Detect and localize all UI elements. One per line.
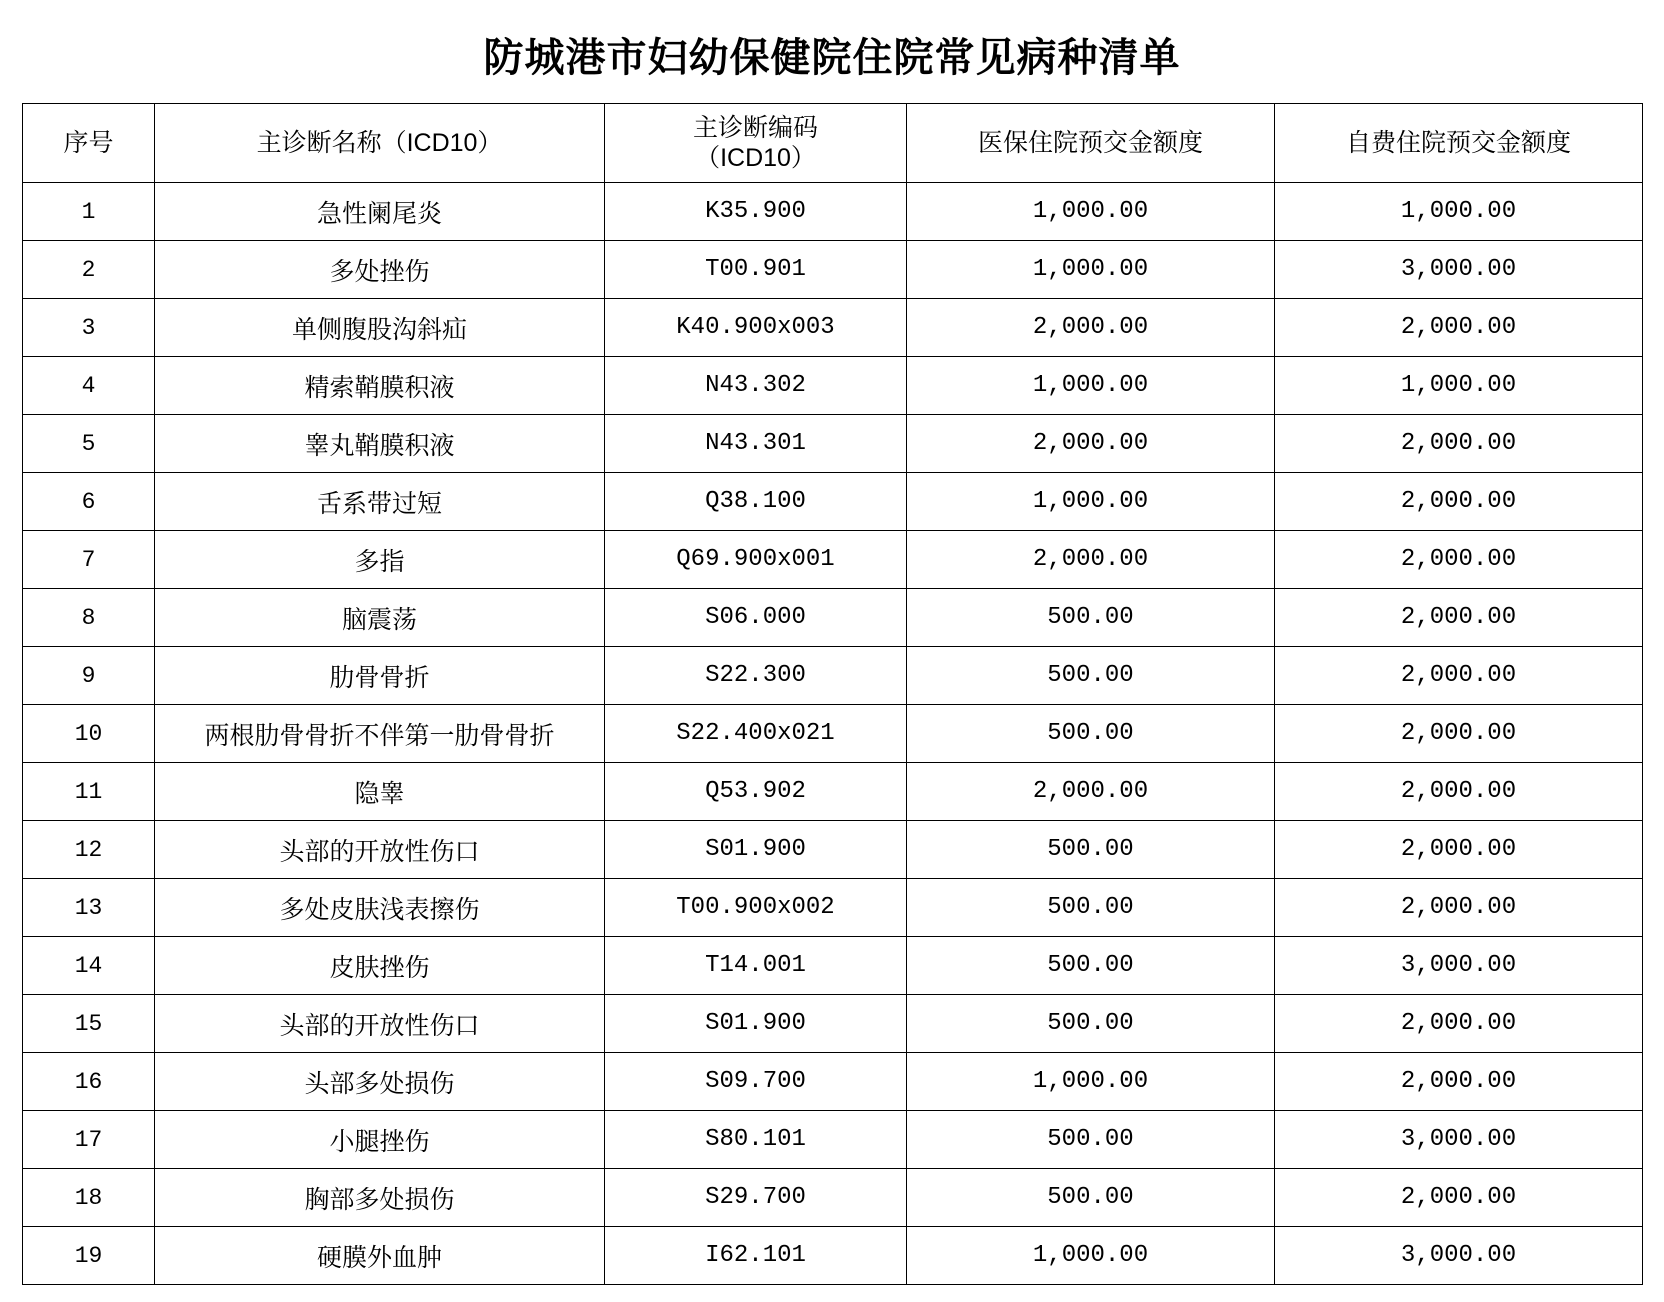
- cell-selfpay-deposit: 1,000.00: [1275, 183, 1643, 241]
- cell-diagnosis-name: 肋骨骨折: [155, 647, 605, 705]
- cell-diagnosis-name: 急性阑尾炎: [155, 183, 605, 241]
- table-container: [0, 103, 1664, 1285]
- cell-selfpay-deposit: 2,000.00: [1275, 531, 1643, 589]
- table-row: [23, 821, 1643, 879]
- cell-diagnosis-name: 小腿挫伤: [155, 1111, 605, 1169]
- column-header-diagnosis-code-line1: 主诊断编码: [692, 113, 818, 142]
- cell-diagnosis-name: 皮肤挫伤: [155, 937, 605, 995]
- cell-diagnosis-name: 隐睾: [155, 763, 605, 821]
- cell-diagnosis-code: S09.700: [605, 1053, 907, 1111]
- cell-index: 17: [23, 1111, 155, 1169]
- cell-index: 16: [23, 1053, 155, 1111]
- cell-index: 5: [23, 415, 155, 473]
- column-header-index: 序号: [23, 104, 155, 183]
- cell-diagnosis-name: 多指: [155, 531, 605, 589]
- cell-insurance-deposit: 500.00: [907, 705, 1275, 763]
- cell-selfpay-deposit: 2,000.00: [1275, 473, 1643, 531]
- table-row: [23, 531, 1643, 589]
- cell-index: 15: [23, 995, 155, 1053]
- table-row: [23, 647, 1643, 705]
- cell-insurance-deposit: 2,000.00: [907, 531, 1275, 589]
- cell-diagnosis-code: S01.900: [605, 995, 907, 1053]
- cell-diagnosis-name: 脑震荡: [155, 589, 605, 647]
- table-row: [23, 995, 1643, 1053]
- cell-selfpay-deposit: 3,000.00: [1275, 1227, 1643, 1285]
- cell-selfpay-deposit: 2,000.00: [1275, 821, 1643, 879]
- cell-diagnosis-code: K35.900: [605, 183, 907, 241]
- cell-diagnosis-name: 多处皮肤浅表擦伤: [155, 879, 605, 937]
- cell-insurance-deposit: 500.00: [907, 995, 1275, 1053]
- cell-insurance-deposit: 500.00: [907, 589, 1275, 647]
- cell-index: 11: [23, 763, 155, 821]
- cell-diagnosis-code: Q38.100: [605, 473, 907, 531]
- cell-diagnosis-name: 睾丸鞘膜积液: [155, 415, 605, 473]
- column-header-selfpay-deposit: 自费住院预交金额度: [1275, 104, 1643, 183]
- cell-index: 9: [23, 647, 155, 705]
- cell-insurance-deposit: 1,000.00: [907, 1053, 1275, 1111]
- cell-selfpay-deposit: 3,000.00: [1275, 1111, 1643, 1169]
- table-header-row: [23, 104, 1643, 183]
- cell-index: 7: [23, 531, 155, 589]
- cell-selfpay-deposit: 2,000.00: [1275, 299, 1643, 357]
- table-header: [23, 104, 1643, 183]
- cell-insurance-deposit: 2,000.00: [907, 763, 1275, 821]
- cell-index: 3: [23, 299, 155, 357]
- table-row: [23, 473, 1643, 531]
- cell-insurance-deposit: 500.00: [907, 1111, 1275, 1169]
- cell-diagnosis-code: T14.001: [605, 937, 907, 995]
- column-header-diagnosis-code-line2: （ICD10）: [695, 144, 816, 172]
- cell-insurance-deposit: 1,000.00: [907, 241, 1275, 299]
- cell-diagnosis-code: S06.000: [605, 589, 907, 647]
- cell-diagnosis-code: K40.900x003: [605, 299, 907, 357]
- cell-diagnosis-code: T00.901: [605, 241, 907, 299]
- cell-selfpay-deposit: 2,000.00: [1275, 995, 1643, 1053]
- cell-insurance-deposit: 2,000.00: [907, 415, 1275, 473]
- cell-index: 19: [23, 1227, 155, 1285]
- cell-index: 8: [23, 589, 155, 647]
- cell-diagnosis-name: 舌系带过短: [155, 473, 605, 531]
- table-row: [23, 1053, 1643, 1111]
- cell-index: 18: [23, 1169, 155, 1227]
- cell-index: 10: [23, 705, 155, 763]
- cell-selfpay-deposit: 2,000.00: [1275, 1169, 1643, 1227]
- table-row: [23, 705, 1643, 763]
- cell-diagnosis-name: 头部的开放性伤口: [155, 995, 605, 1053]
- cell-diagnosis-code: S22.300: [605, 647, 907, 705]
- cell-index: 1: [23, 183, 155, 241]
- cell-selfpay-deposit: 2,000.00: [1275, 705, 1643, 763]
- page-title: 防城港市妇幼保健院住院常见病种清单: [483, 36, 1181, 80]
- cell-diagnosis-code: N43.302: [605, 357, 907, 415]
- cell-insurance-deposit: 500.00: [907, 1169, 1275, 1227]
- cell-selfpay-deposit: 2,000.00: [1275, 763, 1643, 821]
- cell-insurance-deposit: 1,000.00: [907, 1227, 1275, 1285]
- cell-index: 4: [23, 357, 155, 415]
- cell-diagnosis-code: S80.101: [605, 1111, 907, 1169]
- table-row: [23, 1227, 1643, 1285]
- cell-index: 6: [23, 473, 155, 531]
- cell-insurance-deposit: 500.00: [907, 879, 1275, 937]
- cell-diagnosis-name: 头部多处损伤: [155, 1053, 605, 1111]
- cell-diagnosis-code: S01.900: [605, 821, 907, 879]
- cell-insurance-deposit: 1,000.00: [907, 357, 1275, 415]
- cell-diagnosis-code: Q69.900x001: [605, 531, 907, 589]
- cell-selfpay-deposit: 2,000.00: [1275, 647, 1643, 705]
- table-row: [23, 879, 1643, 937]
- table-row: [23, 937, 1643, 995]
- cell-diagnosis-code: I62.101: [605, 1227, 907, 1285]
- cell-index: 12: [23, 821, 155, 879]
- table-row: [23, 357, 1643, 415]
- cell-selfpay-deposit: 2,000.00: [1275, 879, 1643, 937]
- table-row: [23, 183, 1643, 241]
- table-row: [23, 1169, 1643, 1227]
- cell-diagnosis-code: S29.700: [605, 1169, 907, 1227]
- column-header-diagnosis-code: [605, 104, 907, 183]
- column-header-diagnosis-name: 主诊断名称（ICD10）: [155, 104, 605, 183]
- cell-insurance-deposit: 500.00: [907, 937, 1275, 995]
- cell-index: 13: [23, 879, 155, 937]
- cell-insurance-deposit: 1,000.00: [907, 183, 1275, 241]
- table-row: [23, 415, 1643, 473]
- cell-insurance-deposit: 2,000.00: [907, 299, 1275, 357]
- table-row: [23, 1111, 1643, 1169]
- cell-insurance-deposit: 500.00: [907, 647, 1275, 705]
- cell-index: 2: [23, 241, 155, 299]
- cell-selfpay-deposit: 2,000.00: [1275, 589, 1643, 647]
- cell-selfpay-deposit: 3,000.00: [1275, 241, 1643, 299]
- disease-list-table: [22, 103, 1643, 1285]
- cell-diagnosis-code: N43.301: [605, 415, 907, 473]
- cell-index: 14: [23, 937, 155, 995]
- cell-insurance-deposit: 1,000.00: [907, 473, 1275, 531]
- cell-diagnosis-name: 单侧腹股沟斜疝: [155, 299, 605, 357]
- cell-diagnosis-name: 两根肋骨骨折不伴第一肋骨骨折: [155, 705, 605, 763]
- cell-diagnosis-code: S22.400x021: [605, 705, 907, 763]
- table-row: [23, 299, 1643, 357]
- cell-diagnosis-name: 多处挫伤: [155, 241, 605, 299]
- cell-selfpay-deposit: 1,000.00: [1275, 357, 1643, 415]
- cell-diagnosis-name: 精索鞘膜积液: [155, 357, 605, 415]
- table-row: [23, 763, 1643, 821]
- table-body: [23, 183, 1643, 1285]
- cell-selfpay-deposit: 3,000.00: [1275, 937, 1643, 995]
- cell-diagnosis-name: 硬膜外血肿: [155, 1227, 605, 1285]
- cell-diagnosis-name: 头部的开放性伤口: [155, 821, 605, 879]
- cell-diagnosis-code: T00.900x002: [605, 879, 907, 937]
- table-row: [23, 241, 1643, 299]
- cell-selfpay-deposit: 2,000.00: [1275, 415, 1643, 473]
- cell-selfpay-deposit: 2,000.00: [1275, 1053, 1643, 1111]
- column-header-insurance-deposit: 医保住院预交金额度: [907, 104, 1275, 183]
- cell-insurance-deposit: 500.00: [907, 821, 1275, 879]
- table-row: [23, 589, 1643, 647]
- cell-diagnosis-name: 胸部多处损伤: [155, 1169, 605, 1227]
- cell-diagnosis-code: Q53.902: [605, 763, 907, 821]
